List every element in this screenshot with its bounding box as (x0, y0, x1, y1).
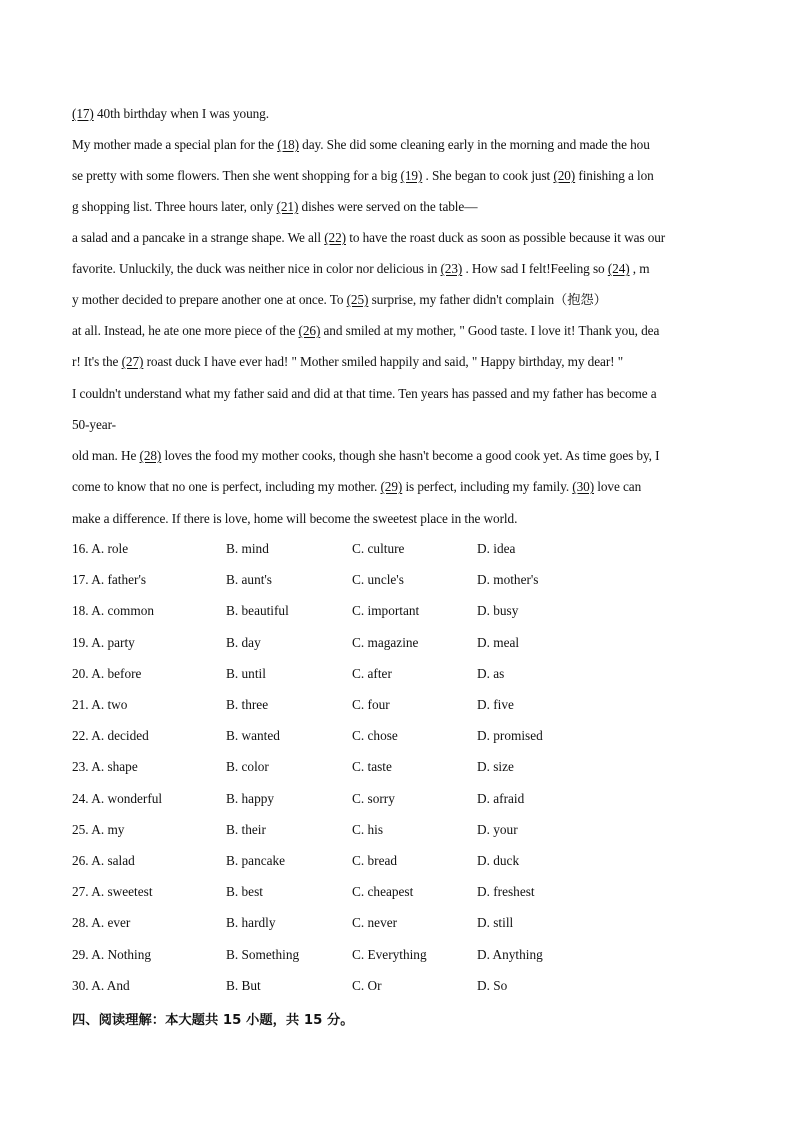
question-row (72, 726, 722, 746)
question-row (72, 539, 722, 559)
option-a: 22. A. decided (72, 728, 149, 744)
option-a: 20. A. before (72, 665, 142, 681)
option-d: D. mother's (477, 572, 539, 588)
option-a: 25. A. my (72, 821, 125, 837)
option-b: B. best (226, 884, 263, 900)
option-d: D. Anything (477, 946, 543, 962)
passage-text: g shopping list. Three hours later, only (72, 199, 277, 214)
blank-number: (25) (346, 292, 369, 307)
passage-text: r! It's the (72, 354, 122, 369)
option-d: D. promised (477, 728, 543, 744)
passage-text: 40th birthday when I was young. (93, 106, 269, 121)
option-d: D. meal (477, 634, 520, 650)
passage-text: I couldn't understand what my father said and did at that time. Ten years has passed and my father has become a (72, 386, 657, 401)
passage-text: old man. He (72, 448, 140, 463)
question-row (72, 882, 722, 902)
blank-number: (17) (72, 106, 94, 121)
passage-line (72, 352, 722, 372)
option-a: 24. A. wonderful (72, 790, 163, 806)
option-d: D. as (477, 665, 505, 681)
option-a: 26. A. salad (72, 853, 135, 868)
blank-number: (30) (572, 479, 595, 494)
question-row (72, 820, 722, 840)
question-row (72, 789, 722, 809)
option-b: B. Something (226, 946, 300, 962)
passage-text: se pretty with some flowers. Then she went shopping for a big (72, 168, 401, 183)
option-b: B. beautiful (226, 603, 289, 619)
option-d: D. size (477, 759, 514, 775)
option-d: D. five (477, 697, 514, 712)
option-a: 30. A. And (72, 977, 130, 993)
section-heading: 四、阅读理解：本大题共 15 小题，共 15 分。 (72, 1013, 354, 1028)
option-b: B. aunt's (226, 572, 272, 588)
option-c: C. important (352, 603, 420, 619)
option-a: 16. A. role (72, 541, 129, 556)
blank-number: (23) (440, 261, 463, 276)
option-c: C. sorry (352, 790, 395, 806)
option-c: C. never (352, 915, 398, 931)
passage-line (72, 477, 722, 497)
passage-line (72, 415, 722, 435)
option-a: 17. A. father's (72, 572, 147, 588)
passage-text: finishing a lon (575, 168, 654, 183)
option-c: C. his (352, 821, 384, 837)
passage-text: favorite. Unluckily, the duck was neither nice in color nor delicious in (72, 261, 441, 276)
passage-line (72, 228, 722, 248)
option-a: 23. A. shape (72, 759, 138, 775)
blank-number: (27) (121, 354, 144, 369)
passage-text: a salad and a pancake in a strange shape. We all (72, 230, 325, 245)
question-row (72, 695, 722, 715)
blank-number: (18) (277, 137, 299, 152)
passage-text: . She began to cook just (422, 168, 554, 183)
option-a: 18. A. common (72, 603, 154, 619)
option-a: 21. A. two (72, 697, 128, 712)
option-b: B. mind (226, 541, 269, 556)
passage-line (72, 290, 722, 310)
passage-line (72, 384, 722, 404)
passage-text: love can (594, 479, 642, 494)
option-a: 28. A. ever (72, 915, 131, 931)
blank-number: (26) (298, 323, 321, 338)
option-d: D. afraid (477, 790, 525, 806)
question-row (72, 664, 722, 684)
option-b: B. color (226, 759, 269, 775)
option-b: B. day (226, 634, 261, 650)
option-c: C. Or (352, 977, 382, 993)
option-c: C. bread (352, 853, 398, 868)
option-b: B. until (226, 665, 266, 681)
question-row (72, 945, 722, 965)
passage-line (72, 197, 722, 217)
option-a: 29. A. Nothing (72, 946, 152, 962)
passage-line (72, 104, 722, 124)
passage-text: surprise, my father didn't complain（抱怨） (368, 292, 607, 307)
question-row (72, 757, 722, 777)
option-b: B. pancake (226, 853, 286, 868)
option-d: D. your (477, 821, 518, 837)
option-b: B. their (226, 821, 266, 837)
blank-number: (19) (400, 168, 423, 183)
passage-text: to have the roast duck as soon as possible because it was our (346, 230, 666, 245)
passage-text: loves the food my mother cooks, though she hasn't become a good cook yet. As time goes by, I (161, 448, 660, 463)
blank-number: (24) (607, 261, 630, 276)
option-b: B. hardly (226, 915, 276, 931)
question-row (72, 633, 722, 653)
question-row (72, 913, 722, 933)
option-a: 19. A. party (72, 634, 135, 650)
option-c: C. magazine (352, 634, 419, 650)
blank-number: (20) (553, 168, 576, 183)
passage-line (72, 135, 722, 155)
option-d: D. So (477, 977, 508, 993)
option-a: 27. A. sweetest (72, 884, 153, 900)
option-b: B. But (226, 977, 261, 993)
option-c: C. taste (352, 759, 392, 775)
passage-text: y mother decided to prepare another one at once. To (72, 292, 347, 307)
option-b: B. wanted (226, 728, 280, 744)
passage-text: at all. Instead, he ate one more piece of the (72, 323, 299, 338)
option-c: C. Everything (352, 946, 427, 962)
option-c: C. chose (352, 728, 398, 744)
passage-text: , m (629, 261, 650, 276)
option-c: C. after (352, 665, 392, 681)
passage-text: is perfect, including my family. (402, 479, 573, 494)
option-b: B. three (226, 697, 269, 712)
passage-line (72, 446, 722, 466)
passage-text: My mother made a special plan for the (72, 137, 278, 152)
question-row (72, 976, 722, 996)
option-d: D. freshest (477, 884, 535, 900)
option-b: B. happy (226, 790, 275, 806)
option-d: D. busy (477, 603, 519, 619)
option-c: C. four (352, 697, 390, 712)
question-row (72, 601, 722, 621)
question-row (72, 851, 722, 871)
option-d: D. still (477, 915, 514, 931)
option-d: D. idea (477, 541, 516, 556)
option-d: D. duck (477, 853, 520, 868)
option-c: C. cheapest (352, 884, 414, 900)
passage-text: dishes were served on the table— (298, 199, 478, 214)
option-c: C. culture (352, 541, 405, 556)
blank-number: (21) (276, 199, 299, 214)
passage-text: and smiled at my mother, " Good taste. I love it! Thank you, dea (320, 323, 660, 338)
blank-number: (28) (139, 448, 162, 463)
passage-text: day. She did some cleaning early in the morning and made the hou (298, 137, 650, 152)
blank-number: (29) (380, 479, 403, 494)
passage-line (72, 259, 722, 279)
question-row (72, 570, 722, 590)
passage-text: 50-year- (72, 417, 116, 432)
passage-line (72, 509, 722, 529)
passage-text: . How sad I felt!Feeling so (462, 261, 608, 276)
passage-text: make a difference. If there is love, home will become the sweetest place in the world. (72, 511, 518, 526)
passage-text: roast duck I have ever had! " Mother smiled happily and said, " Happy birthday, my dear! " (143, 354, 624, 369)
passage-line (72, 166, 722, 186)
blank-number: (22) (324, 230, 346, 245)
passage-text: come to know that no one is perfect, including my mother. (72, 479, 381, 494)
option-c: C. uncle's (352, 572, 404, 588)
passage-line (72, 321, 722, 341)
